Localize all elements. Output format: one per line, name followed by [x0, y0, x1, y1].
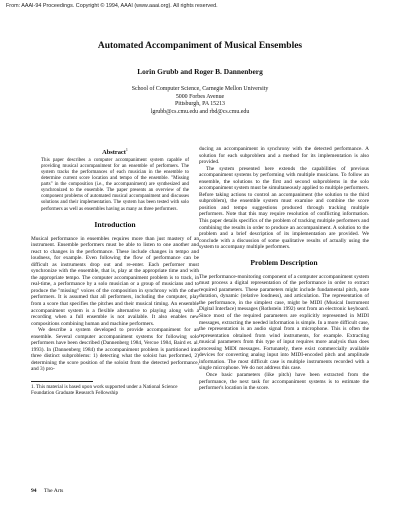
section-heading-problem-description: Problem Description [250, 257, 318, 267]
paragraph: The system presented here extends the capabilities of previous accompaniment systems by performing with multiple musicians. To follow an ensemble, the solutions to the first and second subproblems in the solo accompaniment system must be simultaneously applied to multiple performers. Before taking actions to control an accompaniment (the solution to the third subproblem), the ensemble system must examine and combine the score position and tempo suggestions produced through tracking multiple performers. Note that this may require resolution of conflicting information. This paper details specifics of the problem of tracking multiple performers and combining the results in order to produce an accompaniment. A solution to the problem and a brief description of its implementation are provided. We conclude with a discussion of some qualitative results of actually using the system to accompany multiple performers. [199, 165, 369, 251]
paragraph: ducing an accompaniment in synchrony with the detected performance. A solution for each subproblem and a method for its implementation is also provided. [199, 146, 369, 166]
authors: Lorin Grubb and Roger B. Dannenberg [137, 67, 263, 76]
email-line: lgrubb@cs.cmu.edu and rbd@cs.cmu.edu [150, 108, 250, 115]
footer-section: The Arts [43, 488, 64, 494]
paragraph: Once basic parameters (like pitch) have been extracted from the performance, the next task for accompaniment systems is to estimate the performer's location in the score. [199, 371, 369, 392]
affiliation-line: 5000 Forbes Avenue [175, 93, 225, 100]
right-column [199, 146, 369, 392]
copyright-notice: From: AAAI-94 Proceedings. Copyright © 1994, AAAI (www.aaai.org). All rights reserved. [6, 3, 218, 9]
page-number: 94 [31, 488, 37, 494]
paragraph: Musical performance in ensembles requires more than just mastery of an instrument. Ensemble performers must be able to listen to one another and react to changes in the performance. These include changes in tempo and loudness, for example. Even following the flow of performance can be difficult as instruments drop out and re-enter. Each performer must synchronize with the ensemble, that is, play at the appropriate time and with the appropriate tempo. The computer accompaniment problem is to track, in real-time, a performance by a solo musician or a group of musicians and to produce the "missing" voices of the composition in synchrony with the other performers. It is assumed that all performers, including the computer, play from a score that specifies the pitches and their musical timing. An ensemble accompaniment system is a flexible alternative to playing along with a recording when a full ensemble is not available. It also enables new compositions combining human and machine performers. [31, 235, 199, 327]
footnote-rule [31, 381, 93, 382]
affiliation-line: Pittsburgh, PA 15213 [175, 101, 225, 108]
section-heading-introduction: Introduction [94, 219, 136, 229]
footnote: 1. This material is based upon work supported under a National Science Foundation Graduate Research Fellowship [31, 384, 178, 397]
footnote-marker: 1 [125, 147, 128, 152]
abstract-text: This paper describes a computer accompaniment system capable of providing musical accompaniment for an ensemble of performers. The system tracks the performances of each musician in the ensemble to determine current score location and tempo of the ensemble. "Missing parts" in the composition (i.e., the accompaniment) are synthesized and synchronized to the ensemble. The paper presents an overview of the component problems of automated musical accompaniment and discusses solutions and their implementation. The system has been tested with solo performers as well as ensembles having as many as three performers. [41, 158, 189, 212]
affiliation-line: School of Computer Science, Carnegie Mellon University [131, 86, 269, 92]
paper-title: Automated Accompaniment of Musical Ensembles [97, 41, 303, 51]
paragraph: We describe a system developed to provide accompaniment for an ensemble. Several computer accompaniment systems for following solo performers have been described (Dannenberg 1984, Vercoe 1984, Baird et. al. 1993). In (Dannenberg 1984) the accompaniment problem is partitioned into three distinct subproblems: 1) detecting what the soloist has performed, 2) determining the score position of the soloist from the detected performance, and 3) pro- [31, 327, 199, 373]
left-column [31, 146, 199, 397]
affiliation-block [0, 86, 400, 116]
paragraph: The performance-monitoring component of a computer accompaniment system must process a digital representation of the performance in order to extract required parameters. These parameters might include fundamental pitch, note duration, dynamic (relative loudness), and articulation. The representation of the performance, in the simplest case, might be MIDI (Musical Instrument Digital Interface) messages (Rothstein 1992) sent from an electronic keyboard. Since most of the required parameters are explicitly represented in MIDI messages, extracting the needed information is simple. In a more difficult case, the representation is an audio signal from a microphone. This is often the representation obtained from wind instruments, for example. Extracting musical parameters from this type of input requires more analysis than does processing MIDI messages. Fortunately, there exist commercially available devices for converting analog input into MIDI-encoded pitch and amplitude information. The most difficult case is multiple instruments recorded with a single microphone. We do not address this case. [199, 273, 369, 372]
page-footer [31, 488, 181, 495]
abstract-heading: Abstract$^1$ [102, 147, 128, 157]
